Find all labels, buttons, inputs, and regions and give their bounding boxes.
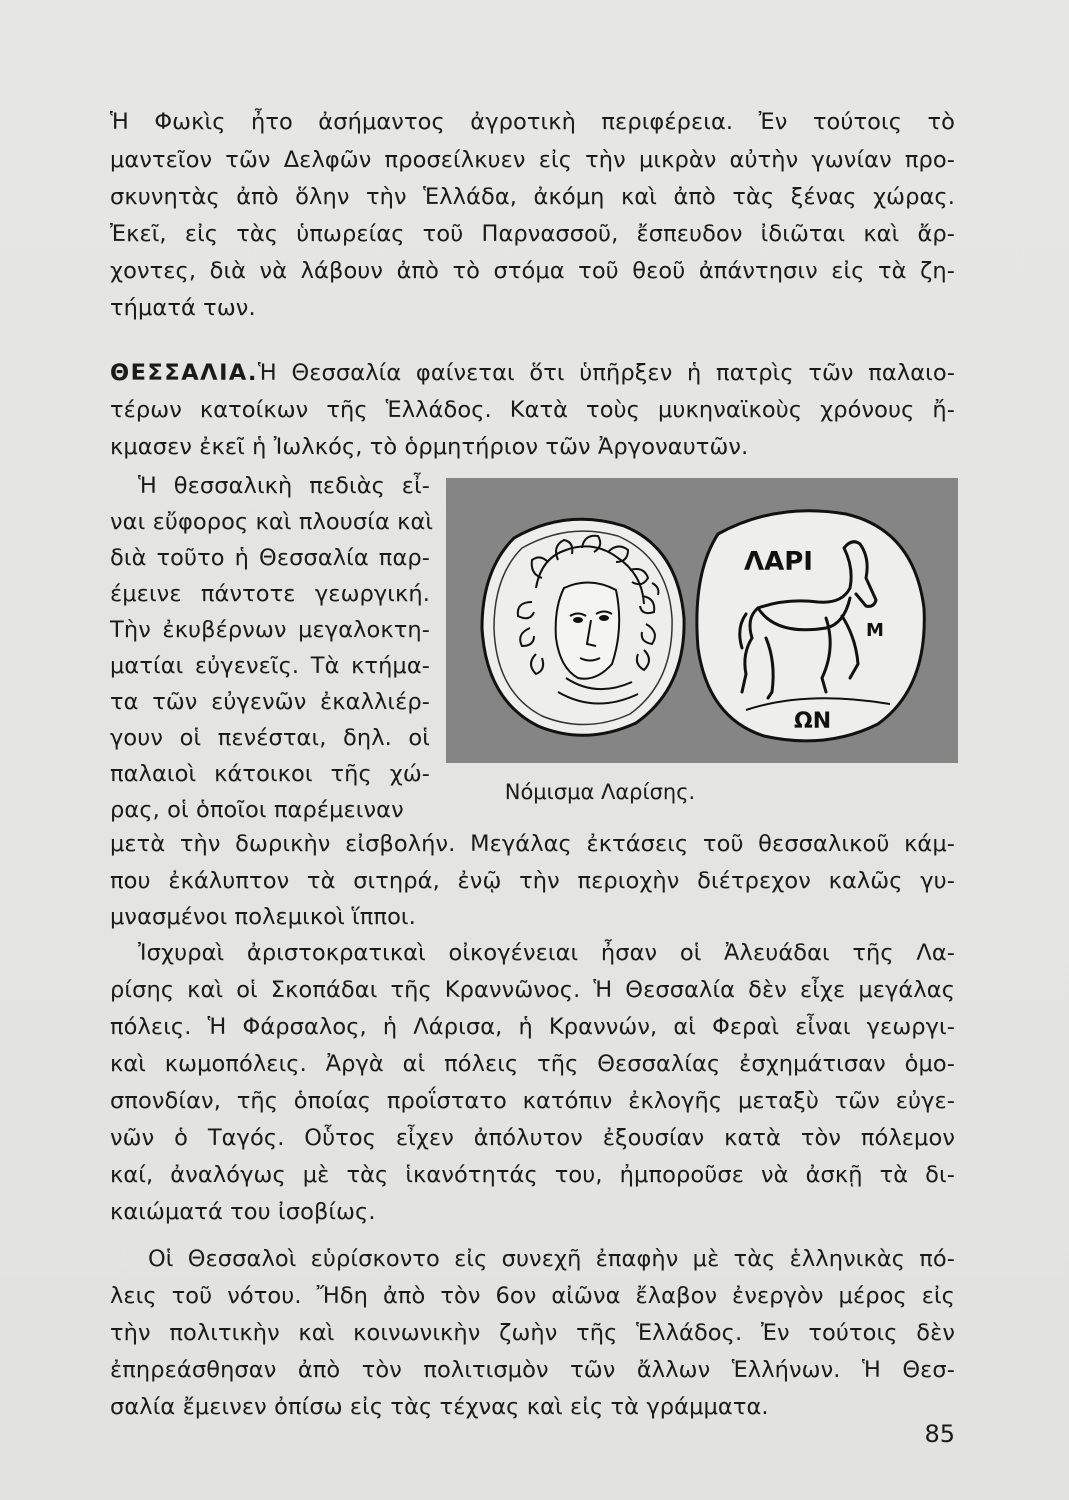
coin-obverse — [482, 519, 684, 735]
text-line: Ἰσχυραὶ ἀριστοκρατικαὶ οἰκογένειαι ἦσαν οἱ Ἀλευάδαι τῆς Λα- — [138, 940, 955, 966]
text-line: πόλεις. Ἡ Φάρσαλος, ἡ Λάρισα, ἡ Κραννών, αἱ Φεραὶ εἶναι γεωργι- — [110, 1014, 955, 1040]
text-line: ρίσης καὶ οἱ Σκοπάδαι τῆς Κραννῶνος. Ἡ Θεσσαλία δὲν εἶχε μεγάλας — [110, 977, 955, 1003]
page-number: 85 — [924, 1420, 955, 1448]
text-line: τα τῶν εὐγενῶν ἐκαλλιέρ- — [110, 689, 430, 715]
text-line: τὴν πολιτικὴν καὶ κοινωνικὴν ζωὴν τῆς Ἑλλάδος. Ἐν τούτοις δὲν — [110, 1320, 955, 1346]
text-line: νῶν ὁ Ταγός. Οὗτος εἶχεν ἀπόλυτον ἐξουσίαν κατὰ τὸν πόλεμον — [110, 1125, 955, 1151]
coin-reverse — [697, 511, 924, 741]
text-line: ρας, οἱ ὁποῖοι παρέμειναν — [110, 797, 404, 823]
coin-figure — [446, 478, 958, 763]
text-line: καιώματά του ἰσοβίως. — [110, 1199, 376, 1225]
text-line: έμεινε πάντοτε γεωργική. — [110, 581, 430, 607]
coin-monogram: Μ — [866, 620, 884, 641]
text-line: διὰ τοῦτο ἡ Θεσσαλία παρ- — [110, 545, 430, 571]
text-line: ναι εὔφορος καὶ πλουσία καὶ — [110, 509, 434, 535]
text-line: κμασεν ἐκεῖ ἡ Ἰωλκός, τὸ ὁρμητήριον τῶν Ἀργοναυτῶν. — [110, 434, 749, 460]
text-line: σαλία ἔμεινεν ὀπίσω εἰς τὰς τέχνας καὶ εἰς τὰ γράμματα. — [110, 1394, 769, 1420]
text-line: τέρων κατοίκων τῆς Ἑλλάδος. Κατὰ τοὺς μυκηναϊκοὺς χρόνους ἤ- — [110, 397, 955, 423]
text-line: Ἡ θεσσαλικὴ πεδιὰς εἶ- — [138, 473, 430, 499]
text-line: τήματά των. — [110, 295, 256, 321]
text-line: χοντες, διὰ νὰ λάβουν ἀπὸ τὸ στόμα τοῦ θεοῦ ἀπάντησιν εἰς τὰ ζη- — [110, 258, 955, 284]
text-line: σπονδίαν, τῆς ὁποίας προΐστατο κατόπιν ἐκλογῆς μεταξὺ τῶν εὐγε- — [110, 1088, 955, 1114]
text-line: ματίαι εὐγενεῖς. Τὰ κτήμα- — [110, 653, 430, 679]
coin-legend-bottom: ΩΝ — [794, 709, 832, 734]
text-line: γουν οἱ πενέσται, δηλ. οἱ — [110, 725, 430, 751]
text-line: σκυνητὰς ἀπὸ ὅλην τὴν Ἑλλάδα, ἀκόμη καὶ ἀπὸ τὰς ξένας χώρας. — [110, 184, 955, 210]
text-line: μετὰ τὴν δωρικὴν εἰσβολήν. Μεγάλας ἐκτάσεις τοῦ θεσσαλικοῦ κάμ- — [110, 831, 955, 857]
coin-legend-top: ΛΑΡΙ — [744, 547, 813, 577]
text-line: ἐπηρεάσθησαν ἀπὸ τὸν πολιτισμὸν τῶν ἄλλων Ἑλλήνων. Ἡ Θεσ- — [110, 1357, 955, 1383]
text-line: Ἡ Φωκὶς ἦτο ἀσήμαντος ἀγροτικὴ περιφέρεια. Ἐν τούτοις τὸ — [110, 109, 955, 135]
figure-caption: Νόμισμα Λαρίσης. — [504, 780, 696, 804]
text-line: λεις τοῦ νότου. Ἤδη ἀπὸ τὸν 6ον αἰῶνα ἔλαβον ἐνεργὸν μέρος εἰς — [110, 1283, 955, 1309]
text-line: Τὴν ἐκυβέρνων μεγαλοκτη- — [110, 617, 430, 643]
text-line: Οἱ Θεσσαλοὶ εὑρίσκοντο εἰς συνεχῆ ἐπαφὴν μὲ τὰς ἑλληνικὰς πό- — [148, 1246, 955, 1272]
text-line: καί, ἀναλόγως μὲ τὰς ἱκανότητάς του, ἠμποροῦσε νὰ ἀσκῇ τὰ δι- — [110, 1162, 955, 1188]
text-line: παλαιοὶ κάτοικοι τῆς χώ- — [110, 761, 430, 787]
text-line: Ἡ Θεσσαλία φαίνεται ὅτι ὑπῆρξεν ἡ πατρὶς τῶν παλαιο- — [257, 360, 955, 386]
text-line: μνασμένοι πολεμικοὶ ἵπποι. — [110, 904, 416, 930]
text-line: Ἐκεῖ, εἰς τὰς ὑπωρείας τοῦ Παρνασσοῦ, ἔσπευδον ἰδιῶται καὶ ἄρ- — [110, 221, 955, 247]
section-heading: ΘΕΣΣΑΛΙΑ. — [110, 360, 258, 386]
text-line: καὶ κωμοπόλεις. Ἀργὰ αἱ πόλεις τῆς Θεσσαλίας ἐσχημάτισαν ὁμο- — [110, 1051, 955, 1077]
coin-illustration — [446, 478, 958, 763]
text-line: που ἐκάλυπτον τὰ σιτηρά, ἐνῷ τὴν περιοχὴν διέτρεχον καλῶς γυ- — [110, 868, 955, 894]
text-line — [110, 358, 955, 388]
text-line: μαντεῖον τῶν Δελφῶν προσείλκυεν εἰς τὴν μικρὰν αὐτὴν γωνίαν προ- — [110, 147, 955, 173]
